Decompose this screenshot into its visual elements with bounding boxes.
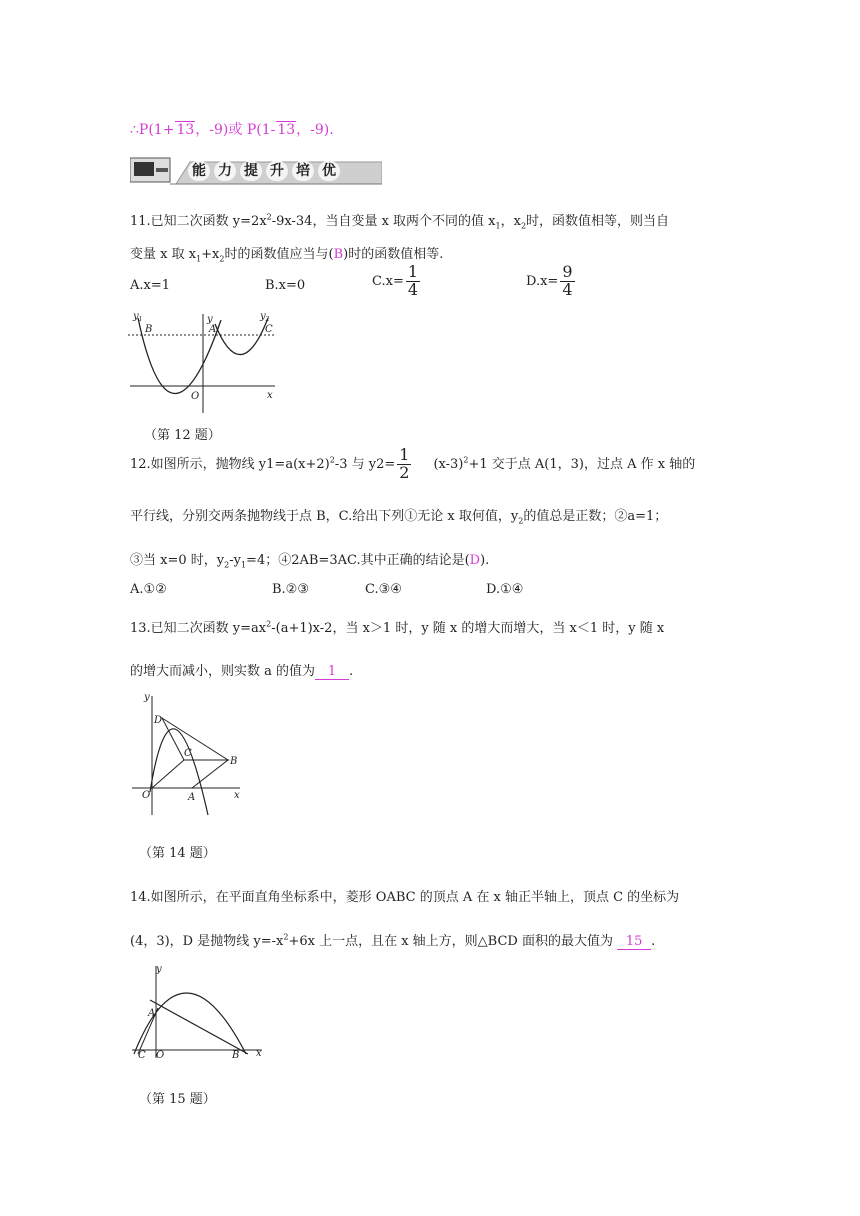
label-x: x <box>267 390 273 401</box>
section-char: 能 <box>188 161 210 181</box>
label-o: O <box>191 391 200 402</box>
label-c: C <box>138 1050 146 1061</box>
label-y: y <box>207 314 213 325</box>
q13-answer: 1 <box>315 664 349 680</box>
label-a: A <box>148 1008 156 1019</box>
label-b: B <box>230 756 238 767</box>
fraction-1-2: $\frac{1}{2}$ <box>399 445 410 482</box>
q11-option-b: B.x=0 <box>265 278 306 293</box>
q12-option-a: A.①② <box>130 582 167 597</box>
q11-line2: 变量 x 取 $x_1+x_2$时的函数值应当与(B)时的函数值相等. <box>130 247 444 264</box>
figure-12-caption: （第 12 题） <box>144 428 221 443</box>
label-y2: $y_2$ <box>260 311 270 323</box>
sqrt-13-b: 13 <box>277 122 296 138</box>
section-char: 优 <box>318 161 340 181</box>
section-char: 力 <box>214 161 236 181</box>
section-char: 升 <box>266 161 288 181</box>
label-y: y <box>144 692 150 703</box>
q12-line1: 12.如图所示，抛物线 $y1=a(x+2)^2-3$ 与 y2= $\frac{1}{2}$ $(x-3)^2+1$ 交于点 A(1，3)，过点 A 作 x 轴的 <box>130 445 696 482</box>
q14-line2: (4，3)，D 是抛物线 $y=-x^2+6x$ 上一点，且在 x 轴上方，则△BCD 面积的最大值为 15 . <box>130 932 656 949</box>
figure-15 <box>128 962 268 1062</box>
fraction-1-4: $\frac{1}{4}$ <box>407 262 419 299</box>
label-c: C <box>265 324 273 335</box>
label-a: A <box>188 792 196 803</box>
q12-option-c: C.③④ <box>365 582 402 597</box>
figure-14-caption: （第 14 题） <box>139 846 216 861</box>
q13-line1: 13.已知二次函数 $y=ax^2-(a+1)x-2$，当 x＞1 时，y 随 x 的增大而增大，当 x＜1 时，y 随 x <box>130 619 665 636</box>
q12-line2: 平行线，分别交两条抛物线于点 B，C.给出下列①无论 x 取何值，$y_2$的值总是正数；②a=1； <box>130 509 668 526</box>
fraction-9-4: $\frac{9}{4}$ <box>562 262 573 299</box>
q13-line2: 的增大而减小，则实数 a 的值为 1 . <box>130 664 354 679</box>
sqrt-13-a: 13 <box>176 122 195 138</box>
label-y: y <box>156 964 162 975</box>
label-o: O <box>156 1050 165 1061</box>
figure-12 <box>125 308 285 418</box>
p-answer-line: ∴P(1+ 13，-9)或 P(1- 13，-9). <box>130 122 334 138</box>
q11-answer: B <box>333 247 344 262</box>
section-char: 提 <box>240 161 262 181</box>
q12-option-b: B.②③ <box>272 582 309 597</box>
parabola-y2 <box>215 318 268 355</box>
q11-option-a: A.x=1 <box>130 278 171 293</box>
label-b: B <box>232 1050 240 1061</box>
q11-option-c: C.x= $\frac{1}{4}$ <box>372 262 419 299</box>
q12-option-d: D.①④ <box>486 582 524 597</box>
label-a: A <box>209 324 217 335</box>
label-x: x <box>234 790 240 801</box>
q12-answer: D <box>469 553 481 568</box>
q14-answer: 15 <box>617 934 651 950</box>
label-c: C <box>184 748 192 759</box>
figure-14 <box>128 690 248 820</box>
q14-line1: 14.如图所示，在平面直角坐标系中，菱形 OABC 的顶点 A 在 x 轴正半轴上，顶点 C 的坐标为 <box>130 890 680 905</box>
label-x: x <box>256 1048 262 1059</box>
label-o: O <box>142 790 151 801</box>
rhombus-oabc <box>152 760 228 788</box>
q12-line3: ③当 x=0 时，$y_2-y_1=4$；④2AB=3AC.其中正确的结论是(D). <box>130 553 490 570</box>
label-d: D <box>154 715 163 726</box>
label-y1: $y_1$ <box>133 311 143 323</box>
q11-line1: 11.已知二次函数 $y=2x^2-9x-34$，当自变量 x 取两个不同的值 $x_1$，$x_2$时，函数值相等，则当自 <box>130 212 670 231</box>
figure-15-caption: （第 15 题） <box>139 1092 216 1107</box>
section-banner <box>130 154 382 188</box>
line-ab <box>150 1000 248 1054</box>
label-b: B <box>145 324 153 335</box>
triangle-bcd <box>162 718 228 760</box>
q11-option-d: D.x= $\frac{9}{4}$ <box>526 262 573 299</box>
section-title <box>188 161 340 181</box>
section-char: 培 <box>292 161 314 181</box>
